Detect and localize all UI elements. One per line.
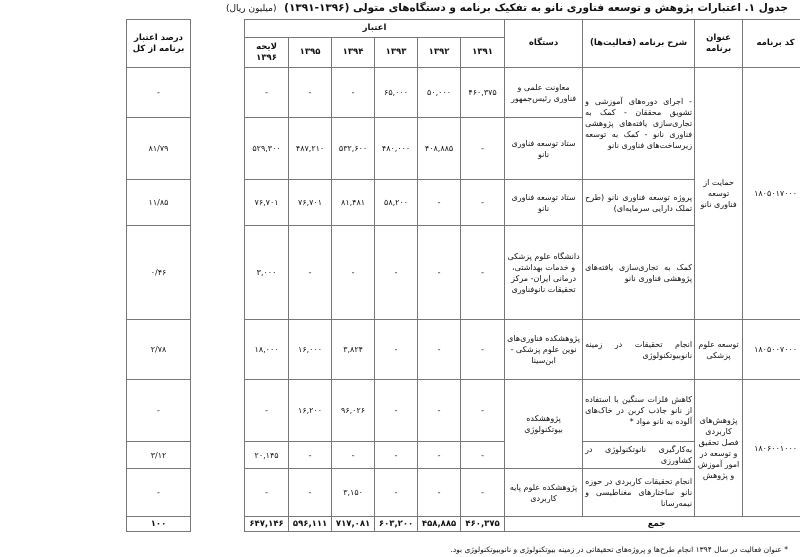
total-row xyxy=(127,517,800,532)
value-1395: ۴۸۷,۲۱۰ xyxy=(289,118,332,180)
unit-label: (میلیون ریال) xyxy=(225,4,277,14)
device-cell: پژوهشکده فناوری‌های نوین علوم پزشکی - ابن‌سینا xyxy=(505,320,583,380)
header-desc: شرح برنامه (فعالیت‌ها) xyxy=(583,20,695,68)
value-percent: ۱۱/۸۵ xyxy=(127,180,191,226)
value-1393: - xyxy=(375,226,418,320)
value-1394: ۵۳۲,۶۰۰ xyxy=(332,118,375,180)
value-bill: ۱۸,۰۰۰ xyxy=(245,320,289,380)
value-1393: - xyxy=(375,442,418,469)
value-percent: - xyxy=(127,68,191,118)
value-1391: ۴۶۰,۳۷۵ xyxy=(461,68,505,118)
value-1393: ۶۵,۰۰۰ xyxy=(375,68,418,118)
value-1394: ۸۱,۴۸۱ xyxy=(332,180,375,226)
value-1391: - xyxy=(461,180,505,226)
value-1391: - xyxy=(461,320,505,380)
credits-table xyxy=(126,19,800,532)
program-desc: کمک به تجاری‌سازی یافته‌های پژوهشی فناوری نانو xyxy=(583,226,695,320)
value-percent: ۳/۱۲ xyxy=(127,442,191,469)
program-desc: پروژه توسعه فناوری نانو (طرح تملک دارایی سرمایه‌ای) xyxy=(583,180,695,226)
spacer-cell xyxy=(191,180,245,226)
spacer-cell xyxy=(191,68,245,118)
value-1391: - xyxy=(461,442,505,469)
table-row xyxy=(127,320,800,380)
header-device: دستگاه xyxy=(505,20,583,68)
value-1395: ۷۶,۷۰۱ xyxy=(289,180,332,226)
spacer-cell xyxy=(191,226,245,320)
value-bill: ۷۶,۷۰۱ xyxy=(245,180,289,226)
value-1392: - xyxy=(418,380,461,442)
header-code: کد برنامه xyxy=(743,20,800,68)
header-1395: ۱۳۹۵ xyxy=(289,38,332,68)
header-percent: درصد اعتبار برنامه از کل xyxy=(127,20,191,68)
value-1391: - xyxy=(461,380,505,442)
value-1395: - xyxy=(289,226,332,320)
value-1394: ۳,۸۲۴ xyxy=(332,320,375,380)
device-cell: پژوهشکده علوم پایه کاربردی xyxy=(505,469,583,517)
program-code: ۱۸۰۵۰۱۷۰۰۰ xyxy=(743,68,800,320)
header-credit: اعتبار xyxy=(245,20,505,38)
value-bill: ۵۲۹,۳۰۰ xyxy=(245,118,289,180)
header-1393: ۱۳۹۳ xyxy=(375,38,418,68)
program-desc: - اجرای دوره‌های آموزشی و تشویق محققان - کمک به تجاری‌سازی یافته‌های پژوهشی فناوری نانو - کمک به توسعه زیرساخت‌های فناوری نانو xyxy=(583,68,695,180)
total-bill: ۶۴۷,۱۴۶ xyxy=(245,517,289,532)
footnote: * عنوان فعالیت در سال ۱۳۹۴ انجام طرح‌ها و پروژه‌های تحقیقاتی در زمینه بیوتکنولوژی و نانوبیوتکنولوژی بود. xyxy=(450,545,788,554)
header-row xyxy=(127,20,800,38)
spacer-cell xyxy=(191,469,245,517)
spacer-cell xyxy=(191,517,245,532)
program-title: پژوهش‌های کاربردی فصل تحقیق و توسعه در امور آموزش و پژوهش xyxy=(695,380,743,517)
value-percent: ۰/۴۶ xyxy=(127,226,191,320)
total-1392: ۴۵۸,۸۸۵ xyxy=(418,517,461,532)
value-1394: - xyxy=(332,226,375,320)
header-1394: ۱۳۹۴ xyxy=(332,38,375,68)
value-1394: - xyxy=(332,442,375,469)
value-1392: ۵۰,۰۰۰ xyxy=(418,68,461,118)
value-percent: ۲/۷۸ xyxy=(127,320,191,380)
program-desc: کاهش فلزات سنگین با استفاده از نانو جاذب کربن در خاک‌های آلوده به نانو مواد * xyxy=(583,380,695,442)
value-1393: - xyxy=(375,320,418,380)
value-1393: ۴۸۰,۰۰۰ xyxy=(375,118,418,180)
spacer-cell xyxy=(191,380,245,442)
value-1394: ۹۶,۰۲۶ xyxy=(332,380,375,442)
program-desc: انجام تحقیقات کاربردی در حوزه نانو ساختارهای مغناطیسی و نیمه‌رسانا xyxy=(583,469,695,517)
value-1393: - xyxy=(375,380,418,442)
value-1392: - xyxy=(418,469,461,517)
value-1395: ۱۶,۲۰۰ xyxy=(289,380,332,442)
title-text: جدول ۱. اعتبارات پژوهش و توسعه فناوری نانو به تفکیک برنامه و دستگاه‌های متولی (۱۳۹۶-۱۳۹۱) xyxy=(284,2,788,14)
program-title: توسعه علوم پزشکی xyxy=(695,320,743,380)
device-cell: معاونت علمی و فناوری رئیس‌جمهور xyxy=(505,68,583,118)
device-cell: ستاد توسعه فناوری نانو xyxy=(505,118,583,180)
header-spacer xyxy=(191,20,245,68)
program-code: ۱۸۰۵۰۰۷۰۰۰ xyxy=(743,320,800,380)
device-cell: پژوهشکده بیوتکنولوژی xyxy=(505,380,583,469)
value-1393: - xyxy=(375,469,418,517)
spacer-cell xyxy=(191,442,245,469)
value-bill: - xyxy=(245,380,289,442)
header-1391: ۱۳۹۱ xyxy=(461,38,505,68)
table-row xyxy=(127,380,800,442)
program-code: ۱۸۰۶۰۰۱۰۰۰ xyxy=(743,380,800,517)
total-label: جمع xyxy=(505,517,800,532)
value-percent: ۸۱/۷۹ xyxy=(127,118,191,180)
program-desc: انجام تحقیقات در زمینه نانوبیوتکنولوژی xyxy=(583,320,695,380)
value-1395: - xyxy=(289,469,332,517)
device-cell: دانشگاه علوم پزشکی و خدمات بهداشتی، درمانی ایران- مرکز تحقیقات نانوفناوری xyxy=(505,226,583,320)
value-1392: ۴۰۸,۸۸۵ xyxy=(418,118,461,180)
spacer-cell xyxy=(191,118,245,180)
program-title: حمایت از توسعه فناوری نانو xyxy=(695,68,743,320)
value-bill: ۳,۰۰۰ xyxy=(245,226,289,320)
value-1391: - xyxy=(461,118,505,180)
value-percent: - xyxy=(127,469,191,517)
table-title xyxy=(226,2,788,14)
value-1393: ۵۸,۲۰۰ xyxy=(375,180,418,226)
value-1394: - xyxy=(332,68,375,118)
value-percent: - xyxy=(127,380,191,442)
total-1395: ۵۹۶,۱۱۱ xyxy=(289,517,332,532)
spacer-cell xyxy=(191,320,245,380)
total-1394: ۷۱۷,۰۸۱ xyxy=(332,517,375,532)
header-bill: لایحه ۱۳۹۶ xyxy=(245,38,289,68)
value-bill: - xyxy=(245,469,289,517)
header-program: عنوان برنامه xyxy=(695,20,743,68)
device-cell: ستاد توسعه فناوری نانو xyxy=(505,180,583,226)
value-1394: ۳,۱۵۰ xyxy=(332,469,375,517)
value-bill: - xyxy=(245,68,289,118)
value-1395: - xyxy=(289,442,332,469)
total-1393: ۶۰۳,۲۰۰ xyxy=(375,517,418,532)
header-1392: ۱۳۹۲ xyxy=(418,38,461,68)
value-1392: - xyxy=(418,442,461,469)
total-percent: ۱۰۰ xyxy=(127,517,191,532)
value-1395: ۱۶,۰۰۰ xyxy=(289,320,332,380)
value-bill: ۲۰,۱۴۵ xyxy=(245,442,289,469)
total-1391: ۴۶۰,۳۷۵ xyxy=(461,517,505,532)
value-1391: - xyxy=(461,226,505,320)
value-1392: - xyxy=(418,320,461,380)
value-1391: - xyxy=(461,469,505,517)
program-desc: به‌کارگیری نانوتکنولوژی در کشاورزی xyxy=(583,442,695,469)
table-row xyxy=(127,68,800,118)
value-1392: - xyxy=(418,180,461,226)
value-1392: - xyxy=(418,226,461,320)
value-1395: - xyxy=(289,68,332,118)
